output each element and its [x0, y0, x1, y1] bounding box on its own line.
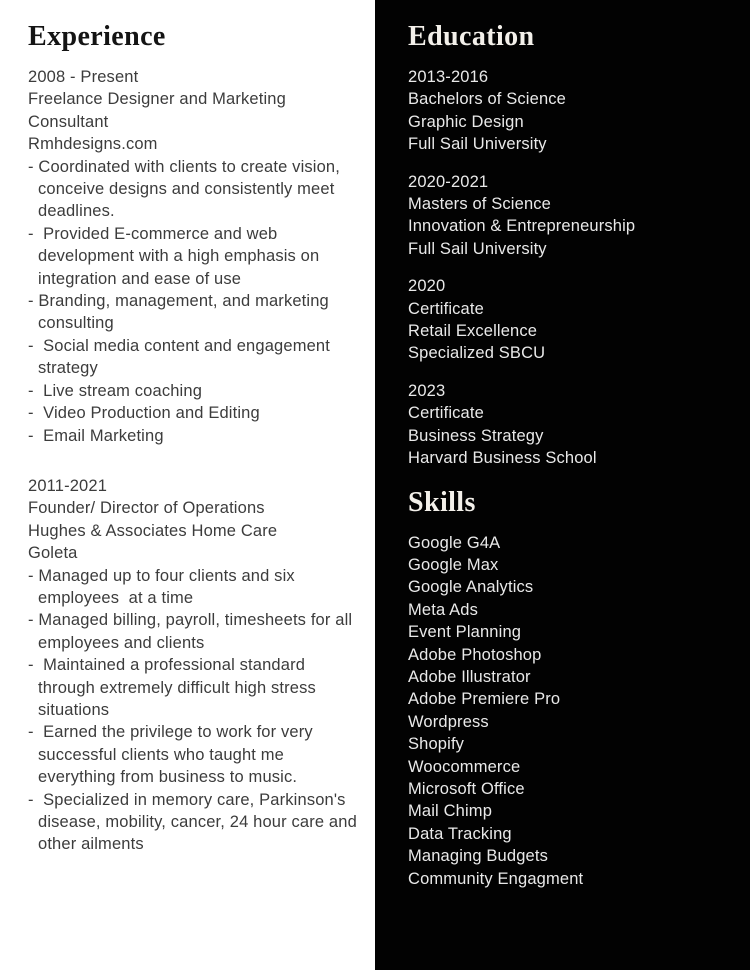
job-bullet: - Specialized in memory care, Parkinson's disease, mobility, cancer, 24 hour care and other ailments — [28, 790, 362, 854]
skill-item: Google Analytics — [408, 578, 534, 597]
job-bullet: - Video Production and Editing — [28, 404, 260, 423]
education-entry-lines — [408, 402, 740, 469]
education-line: Full Sail University — [408, 135, 547, 154]
skill-item: Data Tracking — [408, 824, 512, 843]
job-bullet: - Provided E-commerce and web development with a high emphasis on integration and ease of use — [28, 224, 325, 288]
education-entry-list — [408, 66, 740, 470]
skill-item: Adobe Photoshop — [408, 645, 542, 664]
experience-job — [28, 66, 361, 447]
education-dates: 2020-2021 — [408, 172, 489, 191]
job-dates: 2011-2021 — [28, 476, 108, 495]
job-bullet: - Maintained a professional standard through extremely difficult high stress situations — [28, 656, 321, 719]
job-bullet: - Social media content and engagement strategy — [28, 336, 335, 378]
education-entry — [408, 275, 740, 365]
skill-item: Event Planning — [408, 623, 522, 642]
skill-item: Google Max — [408, 555, 499, 574]
skill-item: Meta Ads — [408, 600, 478, 619]
education-dates: 2013-2016 — [408, 68, 489, 86]
skill-item: Google G4A — [408, 533, 501, 552]
education-line: Harvard Business School — [408, 449, 597, 468]
education-line: Specialized SBCU — [408, 344, 546, 363]
skill-item: Managing Budgets — [408, 847, 548, 866]
education-line: Innovation & Entrepreneurship — [408, 217, 636, 236]
skill-item: Mail Chimp — [408, 802, 493, 821]
education-line: Graphic Design — [408, 112, 524, 131]
job-role: Founder/ Director of Operations — [28, 499, 265, 518]
education-skills-column — [375, 0, 750, 970]
skill-item: Woocommerce — [408, 757, 521, 776]
job-company: Hughes & Associates Home Care — [28, 521, 278, 540]
education-line: Certificate — [408, 404, 484, 423]
skills-list — [408, 532, 740, 891]
job-bullet: - Branding, management, and marketing consulting — [28, 292, 334, 333]
education-entry — [408, 380, 740, 470]
education-heading: Education — [408, 21, 535, 52]
job-dates: 2008 - Present — [28, 68, 139, 86]
experience-heading: Experience — [28, 21, 166, 52]
education-line: Certificate — [408, 299, 484, 318]
education-dates: 2023 — [408, 381, 446, 400]
job-bullet: - Managed up to four clients and six employees at a time — [28, 566, 300, 607]
education-line: Full Sail University — [408, 239, 547, 258]
job-bullet: - Live stream coaching — [28, 381, 203, 400]
education-line: Bachelors of Science — [408, 90, 567, 109]
education-entry — [408, 66, 740, 156]
job-bullet: - Earned the privilege to work for very successful clients who taught me everything from business to music. — [28, 723, 318, 787]
education-line: Business Strategy — [408, 426, 544, 445]
job-company: Rmhdesigns.com — [28, 135, 158, 154]
education-line: Retail Excellence — [408, 322, 538, 341]
job-role: Freelance Designer and Marketing Consultant — [28, 90, 291, 131]
skill-item: Adobe Illustrator — [408, 667, 531, 686]
job-bullet: - Managed billing, payroll, timesheets for all employees and clients — [28, 611, 357, 652]
experience-job-list — [28, 66, 361, 856]
experience-job — [28, 475, 361, 856]
education-entry-lines — [408, 298, 740, 365]
education-dates: 2020 — [408, 277, 446, 296]
skill-item: Adobe Premiere Pro — [408, 690, 561, 709]
education-entry-lines — [408, 88, 740, 155]
skills-heading: Skills — [408, 486, 476, 518]
job-bullet-list — [28, 565, 361, 856]
skill-item: Wordpress — [408, 712, 489, 731]
education-line: Masters of Science — [408, 195, 552, 214]
job-location: Goleta — [28, 544, 78, 563]
skill-item: Microsoft Office — [408, 779, 525, 798]
education-entry — [408, 171, 740, 261]
skill-item: Community Engagment — [408, 869, 584, 888]
education-entry-lines — [408, 193, 740, 260]
job-bullet: - Coordinated with clients to create vision, conceive designs and consistently meet deadlines. — [28, 157, 345, 221]
skill-item: Shopify — [408, 735, 465, 754]
job-bullet: - Email Marketing — [28, 426, 164, 445]
job-bullet-list — [28, 156, 361, 447]
